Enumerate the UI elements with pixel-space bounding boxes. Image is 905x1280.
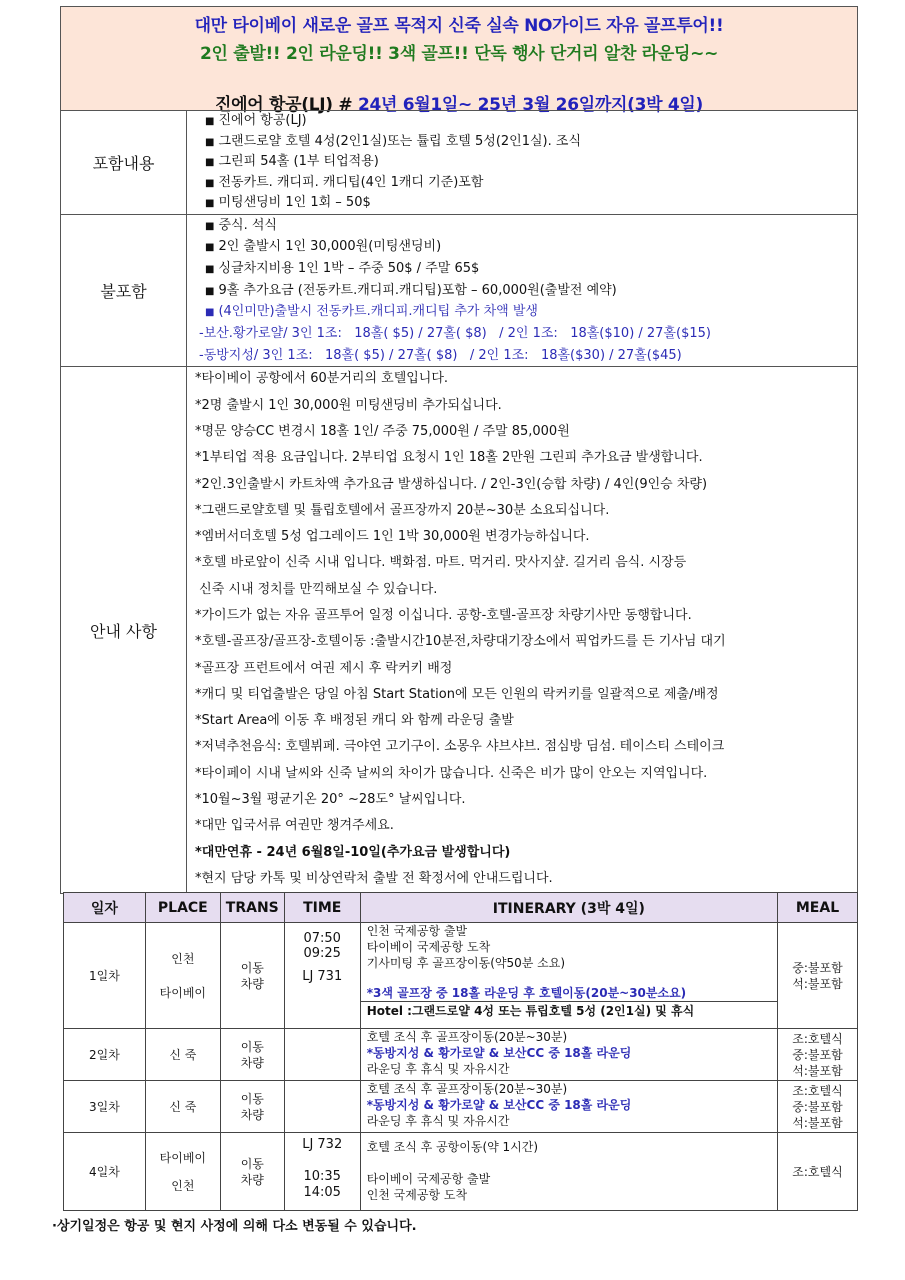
square-bullet-icon: ■ [205, 220, 215, 232]
excluded-row [61, 214, 858, 367]
col-header-place: PLACE [145, 893, 220, 923]
table-row [64, 1133, 858, 1211]
included-label: 포함내용 [61, 111, 187, 215]
trans-cell: 이동 차량 [220, 923, 284, 1029]
square-bullet-icon: ■ [205, 116, 215, 127]
note-item: *대만 입국서류 여권만 챙겨주세요. [195, 818, 394, 834]
square-bullet-icon: ■ [205, 242, 215, 254]
note-item: *엠버서더호텔 5성 업그레이드 1인 1박 30,000원 변경가능하십니다. [195, 529, 590, 545]
col-header-itinerary: ITINERARY (3박 4일) [360, 893, 777, 923]
itinerary-header-row [64, 893, 858, 923]
note-item: *캐디 및 티업출발은 당일 아침 Start Station에 모든 인원의 락커키를 일괄적으로 제출/배정 [195, 686, 719, 702]
trans-cell: 이동 차량 [220, 1133, 284, 1211]
table-row [64, 1029, 858, 1081]
place-cell: 신 죽 [145, 1029, 220, 1081]
square-bullet-icon: ■ [205, 136, 215, 148]
list-item: ■ 전동카트. 캐디피. 캐디팁(4인 1캐디 기준)포함 [205, 174, 484, 190]
note-item: *타이페이 시내 날씨와 신죽 날씨의 차이가 많습니다. 신죽은 비가 많이 안오는 지역입니다. [195, 765, 708, 781]
surcharge-line: -동방지성/ 3인 1조: 18홀( $5) / 27홀( $8) / 2인 1조: 18홀($30) / 27홀($45) [199, 347, 682, 363]
itinerary-cell: 인천 국제공항 출발 타이베이 국제공항 도착 기사미팅 후 골프장이동(약50분 소요) *3색 골프장 중 18홀 라운딩 후 호텔이동(20분~30분소요) Hotel :그랜드로얄 4성 또는 튜립호텔 5성 (2인1실) 및 휴식 [360, 923, 777, 1029]
hotel-info: Hotel :그랜드로얄 4성 또는 튜립호텔 5성 (2인1실) 및 휴식 [361, 1001, 777, 1021]
note-item: *저녁추천음식: 호텔뷔페. 극야연 고기구이. 소몽우 샤브샤브. 점심방 딤섬. 테이스티 스테이크 [195, 739, 725, 755]
itinerary-cell: 호텔 조식 후 공항이동(약 1시간) 타이베이 국제공항 출발 인천 국제공항 도착 [360, 1133, 777, 1211]
note-item: *호텔 바로앞이 신죽 시내 입니다. 백화점. 마트. 먹거리. 맛사지샾. 길거리 음식. 시장등 [195, 555, 687, 571]
place-cell: 신 죽 [145, 1081, 220, 1133]
notes-list [187, 367, 858, 894]
included-list [187, 111, 858, 215]
time-cell [284, 1029, 360, 1081]
time-cell [284, 1081, 360, 1133]
note-item: *2인.3인출발시 카트차액 추가요금 발생하십니다. / 2인-3인(승합 차량) / 4인(9인승 차량) [195, 476, 708, 492]
col-header-meal: MEAL [778, 893, 858, 923]
square-bullet-icon: ■ [205, 285, 215, 297]
meal-cell: 조:호텔식 [778, 1133, 858, 1211]
surcharge-line: -보산.황가로얄/ 3인 1조: 18홀( $5) / 27홀( $8) / 2인 1조: 18홀($10) / 27홀($15) [199, 325, 711, 341]
day-cell: 4일차 [64, 1133, 146, 1211]
disclaimer: ·상기일정은 항공 및 현지 사정에 의해 다소 변동될 수 있습니다. [52, 1219, 417, 1234]
list-item: ■ 중식. 석식 [205, 217, 277, 233]
table-row [64, 1081, 858, 1133]
list-item: ■ (4인미만)출발시 전동카트.캐디피.캐디팁 추가 차액 발생 [205, 304, 538, 320]
square-bullet-icon: ■ [205, 198, 215, 209]
list-item: ■ 그랜드로얄 호텔 4성(2인1실)또는 튤립 호텔 5성(2인1실). 조식 [205, 133, 582, 149]
note-item: *호텔-골프장/골프장-호텔이동 :출발시간10분전,차량대기장소에서 픽업카드를 든 기사님 대기 [195, 634, 726, 650]
time-cell: LJ 732 10:35 14:05 [284, 1133, 360, 1211]
day-cell: 1일차 [64, 923, 146, 1029]
col-header-day: 일자 [64, 893, 146, 923]
meal-cell: 중:불포함 석:불포함 [778, 923, 858, 1029]
round-highlight: *동방지성 & 황가로얄 & 보산CC 중 18홀 라운딩 [366, 1046, 632, 1060]
square-bullet-icon: ■ [205, 157, 215, 168]
note-item: *현지 담당 카톡 및 비상연락처 출발 전 확정서에 안내드립니다. [195, 870, 553, 886]
notes-row [61, 367, 858, 894]
itinerary-cell: 호텔 조식 후 골프장이동(20분~30분) *동방지성 & 황가로얄 & 보산CC 중 18홀 라운딩 라운딩 후 휴식 및 자유시간 [360, 1029, 777, 1081]
travel-period: 24년 6월1일~ 25년 3월 26일까지(3박 4일) [357, 95, 703, 115]
place-cell: 인천 타이베이 [145, 923, 220, 1029]
square-bullet-icon: ■ [205, 307, 215, 319]
note-item: *10월~3월 평균기온 20° ~28도° 날씨입니다. [195, 792, 466, 808]
day-cell: 3일차 [64, 1081, 146, 1133]
col-header-trans: TRANS [220, 893, 284, 923]
meal-cell: 조:호텔식 중:불포함 석:불포함 [778, 1081, 858, 1133]
trans-cell: 이동 차량 [220, 1081, 284, 1133]
square-bullet-icon: ■ [205, 263, 215, 275]
list-item: ■ 미팅샌딩비 1인 1회 – 50$ [205, 195, 371, 210]
note-item: *골프장 프런트에서 여권 제시 후 락커키 배정 [195, 660, 453, 676]
itinerary-table [63, 892, 858, 1211]
title-line-2: 2인 출발!! 2인 라운딩!! 3색 골프!! 단독 행사 단거리 알찬 라운딩~~ [199, 44, 719, 64]
package-info-table [60, 110, 858, 894]
trans-cell: 이동 차량 [220, 1029, 284, 1081]
round-highlight: *3색 골프장 중 18홀 라운딩 후 호텔이동(20분~30분소요) [366, 986, 687, 1000]
square-bullet-icon: ■ [205, 177, 215, 189]
list-item: ■ 그린피 54홀 (1부 티업적용) [205, 154, 379, 169]
list-item: ■ 9홀 추가요금 (전동카트.캐디피.캐디팁)포함 – 60,000원(출발전 예약) [205, 282, 617, 298]
day-cell: 2일차 [64, 1029, 146, 1081]
title-banner [60, 6, 858, 115]
included-row [61, 111, 858, 215]
col-header-time: TIME [284, 893, 360, 923]
note-item: *타이베이 공항에서 60분거리의 호텔입니다. [195, 371, 449, 387]
table-row [64, 923, 858, 1029]
time-cell: 07:50 09:25 LJ 731 [284, 923, 360, 1029]
note-item: *Start Area에 이동 후 배정된 캐디 와 함께 라운딩 출발 [195, 713, 514, 729]
excluded-list [187, 214, 858, 367]
excluded-label: 불포함 [61, 214, 187, 367]
notes-label: 안내 사항 [61, 367, 187, 894]
note-item: *1부티업 적용 요금입니다. 2부티업 요청시 1인 18홀 2만원 그린피 추가요금 발생합니다. [195, 450, 703, 466]
note-item: *2명 출발시 1인 30,000원 미팅샌딩비 추가되십니다. [195, 397, 502, 413]
list-item: ■ 진에어 항공(LJ) [205, 113, 307, 128]
title-line-1: 대만 타이베이 새로운 골프 목적지 신죽 실속 NO가이드 자유 골프투어!! [194, 16, 724, 36]
round-highlight: *동방지성 & 황가로얄 & 보산CC 중 18홀 라운딩 [366, 1098, 632, 1112]
note-item: 신죽 시내 정치를 만끽해보실 수 있습니다. [195, 581, 438, 597]
note-item: *명문 양승CC 변경시 18홀 1인/ 주중 75,000원 / 주말 85,000원 [195, 423, 570, 439]
itinerary-cell: 호텔 조식 후 골프장이동(20분~30분) *동방지성 & 황가로얄 & 보산CC 중 18홀 라운딩 라운딩 후 휴식 및 자유시간 [360, 1081, 777, 1133]
note-item: *가이드가 없는 자유 골프투어 일정 이십니다. 공항-호텔-골프장 차량기사만 동행합니다. [195, 607, 692, 623]
note-item: *그랜드로얄호텔 및 튤립호텔에서 골프장까지 20분~30분 소요되십니다. [195, 502, 610, 518]
holiday-note: *대만연휴 - 24년 6월8일-10일(추가요금 발생합니다) [195, 844, 511, 860]
list-item: ■ 2인 출발시 1인 30,000원(미팅샌딩비) [205, 239, 442, 255]
meal-cell: 조:호텔식 중:불포함 석:불포함 [778, 1029, 858, 1081]
list-item: ■ 싱글차지비용 1인 1박 – 주중 50$ / 주말 65$ [205, 260, 480, 276]
airline-label: 진에어 항공(LJ) # [215, 95, 358, 115]
place-cell: 타이베이 인천 [145, 1133, 220, 1211]
